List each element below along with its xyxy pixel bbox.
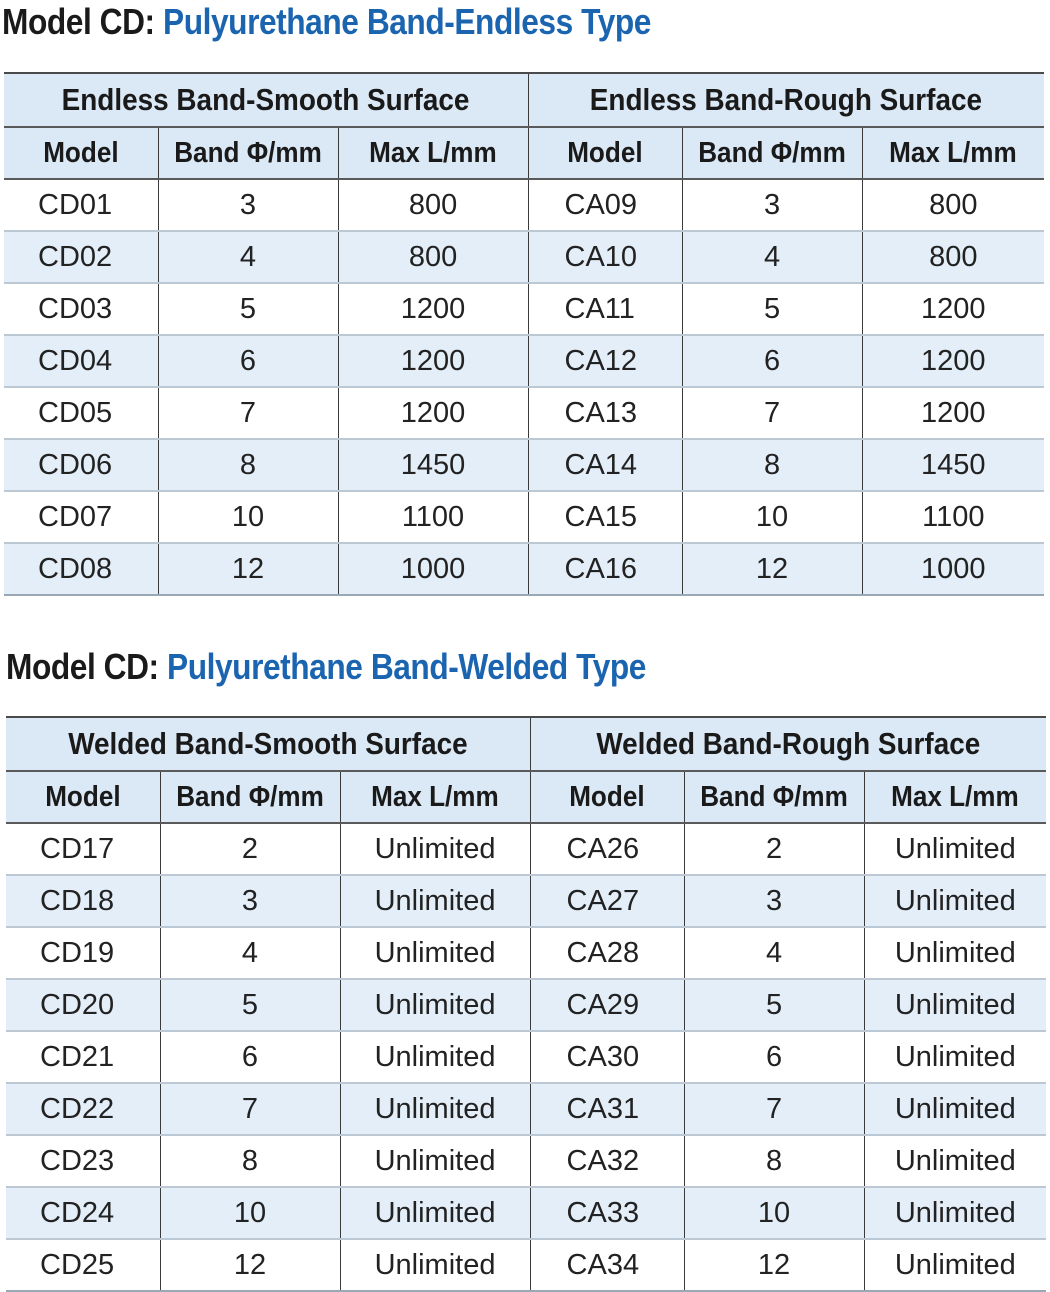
band-diameter-cell: 4: [158, 231, 338, 283]
max-length-cell: Unlimited: [340, 1135, 530, 1187]
band-diameter-cell: 12: [684, 1239, 864, 1291]
band-diameter-cell: 3: [684, 875, 864, 927]
welded-band-table: [6, 716, 1046, 1292]
band-diameter-cell: 5: [684, 979, 864, 1031]
table-row: [6, 1239, 1046, 1291]
table-row: [4, 387, 1044, 439]
band-diameter-cell: 12: [158, 543, 338, 595]
column-header: [4, 127, 158, 179]
band-diameter-cell: 7: [684, 1083, 864, 1135]
model-cell: CD01: [4, 179, 158, 231]
table-row: [4, 179, 1044, 231]
model-cell: CA29: [530, 979, 684, 1031]
max-length-cell: 1200: [862, 387, 1044, 439]
max-length-cell: 800: [338, 231, 528, 283]
max-length-cell: Unlimited: [864, 823, 1046, 875]
table-row: [4, 439, 1044, 491]
column-header-label: Max L/mm: [889, 136, 1018, 169]
band-diameter-cell: 12: [160, 1239, 340, 1291]
table-row: [6, 823, 1046, 875]
max-length-cell: 1200: [338, 335, 528, 387]
band-diameter-cell: 2: [684, 823, 864, 875]
band-diameter-cell: 6: [682, 335, 862, 387]
group-header: [530, 717, 1046, 771]
table-row: [4, 231, 1044, 283]
column-header: [160, 771, 340, 823]
model-cell: CA26: [530, 823, 684, 875]
model-cell: CA30: [530, 1031, 684, 1083]
column-header: [6, 771, 160, 823]
max-length-cell: 1100: [862, 491, 1044, 543]
max-length-cell: Unlimited: [864, 1031, 1046, 1083]
max-length-cell: 800: [862, 231, 1044, 283]
model-cell: CD08: [4, 543, 158, 595]
model-cell: CA34: [530, 1239, 684, 1291]
model-cell: CA11: [528, 283, 682, 335]
model-cell: CD20: [6, 979, 160, 1031]
band-diameter-cell: 3: [682, 179, 862, 231]
group-header: [6, 717, 530, 771]
max-length-cell: Unlimited: [340, 979, 530, 1031]
group-header-row: [4, 73, 1044, 127]
table-row: [4, 543, 1044, 595]
max-length-cell: Unlimited: [864, 1239, 1046, 1291]
column-header-row: [4, 127, 1044, 179]
model-cell: CA15: [528, 491, 682, 543]
heading-title: Pulyurethane Band-Endless Type: [163, 1, 651, 42]
band-diameter-cell: 12: [682, 543, 862, 595]
band-diameter-cell: 10: [682, 491, 862, 543]
model-cell: CD21: [6, 1031, 160, 1083]
section-heading-endless: [2, 0, 651, 44]
section-heading-welded: [6, 645, 646, 689]
model-cell: CD18: [6, 875, 160, 927]
table-row: [4, 335, 1044, 387]
table-row: [6, 875, 1046, 927]
column-header-row: [6, 771, 1046, 823]
max-length-cell: Unlimited: [864, 1135, 1046, 1187]
column-header: [338, 127, 528, 179]
max-length-cell: 1200: [862, 335, 1044, 387]
max-length-cell: Unlimited: [864, 1083, 1046, 1135]
max-length-cell: 800: [338, 179, 528, 231]
band-diameter-cell: 3: [160, 875, 340, 927]
model-cell: CD03: [4, 283, 158, 335]
band-diameter-cell: 6: [684, 1031, 864, 1083]
model-cell: CA33: [530, 1187, 684, 1239]
column-header: [528, 127, 682, 179]
column-header: [158, 127, 338, 179]
max-length-cell: 1200: [862, 283, 1044, 335]
model-cell: CD25: [6, 1239, 160, 1291]
model-cell: CA31: [530, 1083, 684, 1135]
max-length-cell: Unlimited: [864, 927, 1046, 979]
heading-prefix: Model CD:: [6, 646, 159, 687]
column-header: [684, 771, 864, 823]
group-header-label: Welded Band-Rough Surface: [596, 726, 981, 761]
column-header-label: Band Φ/mm: [700, 780, 848, 813]
max-length-cell: Unlimited: [340, 1239, 530, 1291]
column-header-label: Model: [569, 780, 645, 813]
table-row: [6, 1083, 1046, 1135]
band-diameter-cell: 7: [682, 387, 862, 439]
group-header-row: [6, 717, 1046, 771]
column-header-label: Model: [43, 136, 119, 169]
max-length-cell: 1450: [862, 439, 1044, 491]
band-diameter-cell: 7: [160, 1083, 340, 1135]
group-header: [528, 73, 1044, 127]
model-cell: CA14: [528, 439, 682, 491]
model-cell: CA12: [528, 335, 682, 387]
max-length-cell: 1000: [862, 543, 1044, 595]
band-diameter-cell: 5: [160, 979, 340, 1031]
model-cell: CA27: [530, 875, 684, 927]
column-header: [864, 771, 1046, 823]
band-diameter-cell: 10: [158, 491, 338, 543]
band-diameter-cell: 5: [682, 283, 862, 335]
model-cell: CA16: [528, 543, 682, 595]
column-header: [530, 771, 684, 823]
model-cell: CA28: [530, 927, 684, 979]
band-diameter-cell: 4: [684, 927, 864, 979]
max-length-cell: Unlimited: [340, 875, 530, 927]
max-length-cell: 1200: [338, 387, 528, 439]
max-length-cell: Unlimited: [340, 927, 530, 979]
model-cell: CD23: [6, 1135, 160, 1187]
band-diameter-cell: 4: [682, 231, 862, 283]
column-header-label: Band Φ/mm: [698, 136, 846, 169]
band-diameter-cell: 5: [158, 283, 338, 335]
table-row: [6, 1031, 1046, 1083]
model-cell: CD07: [4, 491, 158, 543]
max-length-cell: 800: [862, 179, 1044, 231]
band-diameter-cell: 8: [682, 439, 862, 491]
group-header-label: Endless Band-Smooth Surface: [61, 82, 470, 117]
model-cell: CD24: [6, 1187, 160, 1239]
model-cell: CA09: [528, 179, 682, 231]
model-cell: CD05: [4, 387, 158, 439]
table-row: [6, 979, 1046, 1031]
table-row: [6, 927, 1046, 979]
max-length-cell: Unlimited: [340, 823, 530, 875]
model-cell: CD19: [6, 927, 160, 979]
band-diameter-cell: 8: [158, 439, 338, 491]
max-length-cell: Unlimited: [864, 979, 1046, 1031]
max-length-cell: 1000: [338, 543, 528, 595]
max-length-cell: Unlimited: [340, 1083, 530, 1135]
max-length-cell: 1200: [338, 283, 528, 335]
column-header-label: Max L/mm: [371, 780, 499, 813]
model-cell: CD02: [4, 231, 158, 283]
model-cell: CA13: [528, 387, 682, 439]
heading-prefix: Model CD:: [2, 1, 155, 42]
column-header: [862, 127, 1044, 179]
band-diameter-cell: 2: [160, 823, 340, 875]
model-cell: CD22: [6, 1083, 160, 1135]
column-header-label: Model: [45, 780, 121, 813]
table-row: [4, 283, 1044, 335]
column-header-label: Model: [567, 136, 643, 169]
max-length-cell: Unlimited: [864, 1187, 1046, 1239]
table-row: [4, 491, 1044, 543]
band-diameter-cell: 8: [684, 1135, 864, 1187]
band-diameter-cell: 10: [160, 1187, 340, 1239]
endless-band-table: [4, 72, 1044, 596]
table-row: [6, 1135, 1046, 1187]
model-cell: CD04: [4, 335, 158, 387]
model-cell: CD06: [4, 439, 158, 491]
model-cell: CA10: [528, 231, 682, 283]
group-header-label: Welded Band-Smooth Surface: [68, 726, 468, 761]
band-diameter-cell: 4: [160, 927, 340, 979]
model-cell: CA32: [530, 1135, 684, 1187]
group-header-label: Endless Band-Rough Surface: [590, 82, 983, 117]
max-length-cell: 1100: [338, 491, 528, 543]
max-length-cell: 1450: [338, 439, 528, 491]
table-row: [6, 1187, 1046, 1239]
group-header: [4, 73, 528, 127]
max-length-cell: Unlimited: [864, 875, 1046, 927]
max-length-cell: Unlimited: [340, 1031, 530, 1083]
column-header-label: Max L/mm: [369, 136, 497, 169]
column-header: [340, 771, 530, 823]
model-cell: CD17: [6, 823, 160, 875]
band-diameter-cell: 10: [684, 1187, 864, 1239]
band-diameter-cell: 6: [158, 335, 338, 387]
band-diameter-cell: 3: [158, 179, 338, 231]
column-header-label: Band Φ/mm: [174, 136, 322, 169]
column-header-label: Max L/mm: [891, 780, 1020, 813]
heading-title: Pulyurethane Band-Welded Type: [167, 646, 646, 687]
column-header: [682, 127, 862, 179]
max-length-cell: Unlimited: [340, 1187, 530, 1239]
band-diameter-cell: 8: [160, 1135, 340, 1187]
band-diameter-cell: 6: [160, 1031, 340, 1083]
band-diameter-cell: 7: [158, 387, 338, 439]
column-header-label: Band Φ/mm: [176, 780, 324, 813]
